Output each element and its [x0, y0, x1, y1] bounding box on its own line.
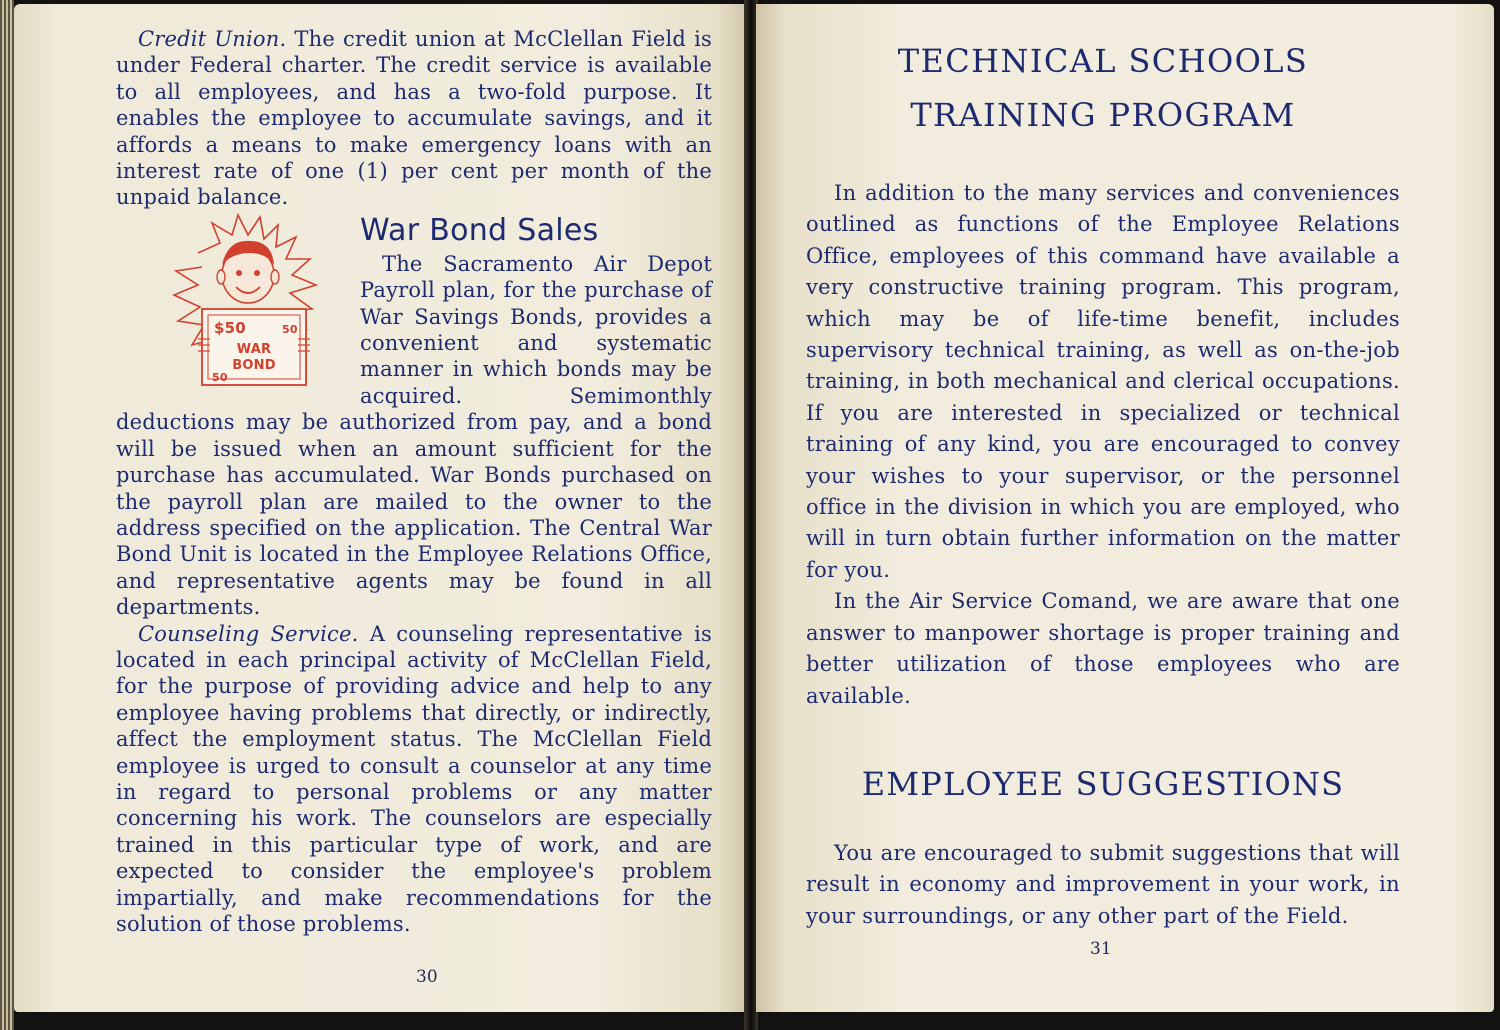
suggestions-heading: EMPLOYEE SUGGESTIONS	[861, 764, 1345, 803]
suggestions-paragraph: You are encouraged to submit suggestions that will result in economy and improvement in your work, in your surroundings, or any other part of the Field.	[806, 840, 1400, 928]
training-heading	[806, 34, 1400, 142]
right-page	[756, 4, 1494, 1012]
boy-face	[217, 241, 279, 303]
counseling-run-in: Counseling Service.	[138, 621, 359, 646]
page-number-left: 30	[416, 967, 438, 987]
heading-spacer	[806, 142, 1400, 178]
bond-label-bond: BOND	[232, 357, 276, 373]
bond-corner-value-bottom: 50	[212, 370, 228, 384]
bond-corner-value-top: 50	[282, 322, 298, 336]
page-edges	[0, 0, 14, 1030]
war-bond-paragraph: The Sacramento Air Depot Payroll plan, for the purchase of War Savings Bonds, provides a convenient and systematic manner in which bonds may be acquired. Semimonthly deductions may be authorized from pay, and a bond will be issued when an amount sufficient for the purchase has accumulated. War Bonds purchased on the payroll plan are mailed to the owner to the address specified on the application. The Central War Bond Unit is located in the Employee Relations Office, and representative agents may be found in all departments.	[116, 251, 712, 620]
credit-union-run-in: Credit Union.	[138, 27, 287, 51]
right-page-text	[806, 34, 1400, 932]
war-bond-certificate	[198, 309, 310, 385]
training-paragraph-1: In addition to the many services and conveniences outlined as functions of the Employee Relations Office, employees of this command have available a very constructive training program. This program, which may be of life-time benefit, includes supervisory technical training, as well as on-the-job training, in both mechanical and clerical occupations. If you are interested in specialized or technical training of any kind, you are encouraged to convey your wishes to your supervisor, or the personnel office in the division in which you are employed, who will in turn obtain further information on the matter for you.	[806, 181, 1400, 582]
training-paragraph-2: In the Air Service Comand, we are aware that one answer to manpower shortage is proper training and better utilization of those employees who are available.	[806, 589, 1400, 708]
bond-label-war: WAR	[236, 341, 272, 357]
left-page-text	[116, 26, 712, 937]
page-number-right: 31	[1090, 939, 1112, 959]
bond-amount: $50	[214, 318, 246, 337]
war-bond-heading: War Bond Sales	[360, 212, 599, 248]
counseling-text: A counseling representative is located in each principal activity of McClellan Field, for the purpose of providing advice and help to any employee having problems that directly, or indirectly, affect the employment status. The McClellan Field employee is urged to consult a counselor at any time in regard to personal problems or any matter concerning his work. The counselors are especially trained in this particular type of work, and are expected to consider the employee's problem impartially, and make recommendations for the solution of those problems.	[116, 621, 712, 936]
left-page	[14, 4, 746, 1012]
credit-union-text: The credit union at McClellan Field is under Federal charter. The credit service is available to all employees, and has a two-fold purpose. It enables the employee to accumulate savings, and it affords a means to make emergency loans with an interest rate of one (1) per cent per month of the unpaid balance.	[116, 27, 712, 210]
training-heading-line2: TRAINING PROGRAM	[910, 96, 1296, 134]
war-bond-cartoon-illustration	[168, 213, 346, 397]
counseling-paragraph	[116, 621, 712, 938]
training-heading-line1: TECHNICAL SCHOOLS	[897, 42, 1309, 80]
credit-union-paragraph	[116, 26, 712, 211]
